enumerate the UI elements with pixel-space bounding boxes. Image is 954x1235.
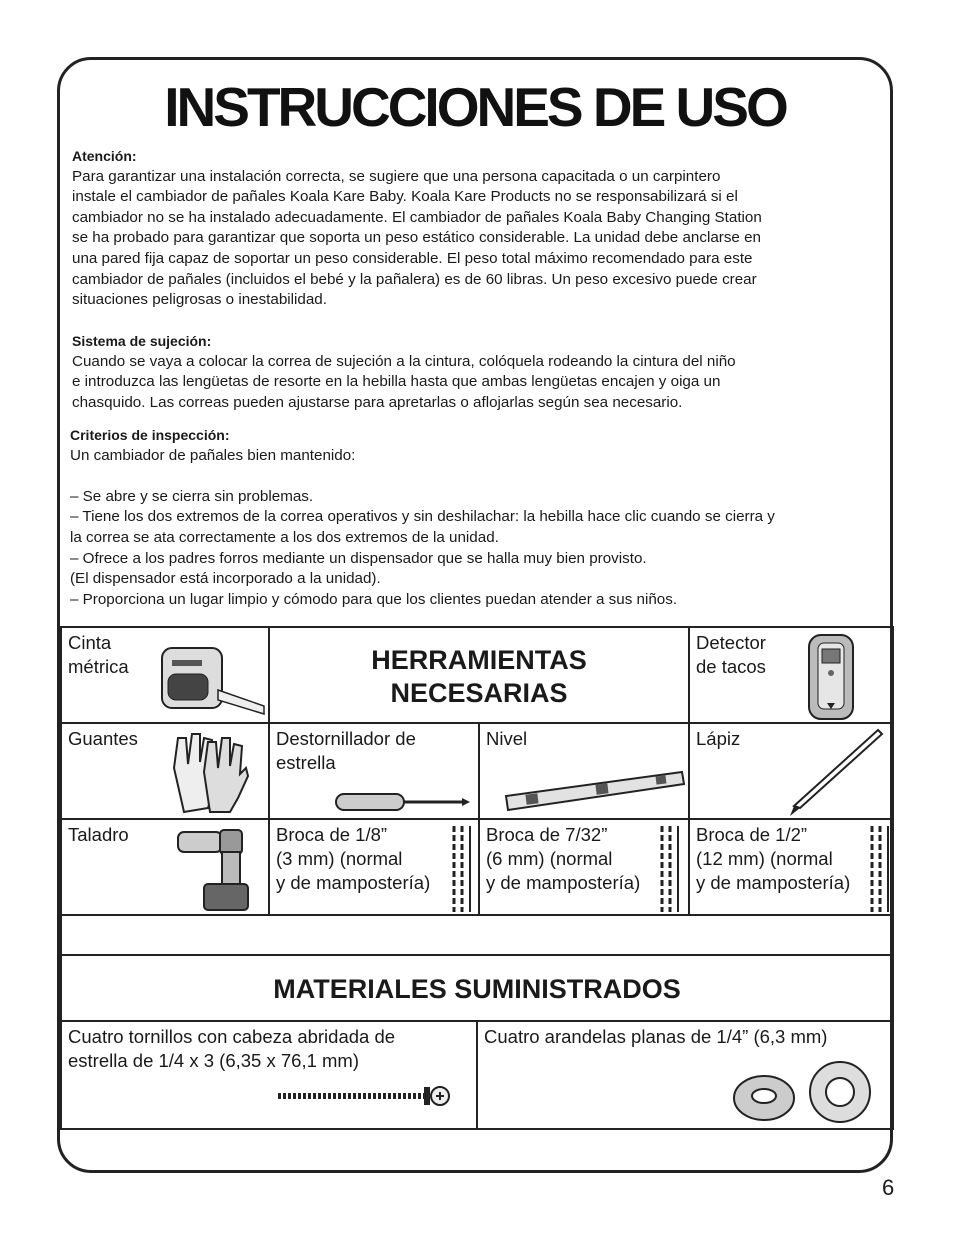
screw-icon [276, 1084, 452, 1108]
tools-heading-cell [268, 626, 690, 724]
materials-heading: MATERIALES SUMINISTRADOS [273, 974, 681, 1004]
washers-icon [730, 1058, 874, 1126]
restraint-line: chasquido. Las correas pueden ajustarse para apretarlas o aflojarlas según sea necesario. [72, 393, 683, 411]
inspection-heading: Criterios de inspección: [70, 427, 230, 443]
attention-line: se ha probado para garantizar que soporta un peso estático considerable. La unidad debe anclarse en [72, 229, 761, 247]
screws-label-1: Cuatro tornillos con cabeza abridada de [68, 1026, 396, 1047]
spacer-row [60, 914, 894, 956]
tape-measure-label-1: Cinta [68, 632, 112, 653]
tools-heading-2: NECESARIAS [390, 678, 568, 708]
level-icon [502, 766, 688, 814]
drill-bit-3-label-3: y de mampostería) [696, 872, 851, 893]
restraint-line: Cuando se vaya a colocar la correa de sujeción a la cintura, colóquela rodeando la cintura del niño [72, 352, 736, 370]
inspection-line: – Se abre y se cierra sin problemas. [70, 487, 314, 505]
drill-bit-3-label-1: Broca de 1/2” [696, 824, 808, 845]
drill-bits-icon [866, 824, 894, 916]
restraint-line: e introduzca las lengüetas de resorte en la hebilla hasta que ambas lengüetas encajen y oiga un [72, 373, 721, 391]
drill-bit-2-label-1: Broca de 7/32” [486, 824, 608, 845]
attention-line: una pared fija capaz de soportar un peso considerable. El peso total máximo recomendado para este [72, 249, 753, 267]
inspection-line [70, 466, 885, 487]
drill-bits-icon [448, 824, 476, 916]
drill-bit-1-label-1: Broca de 1/8” [276, 824, 388, 845]
gloves-icon [164, 728, 250, 816]
inspection-line: Un cambiador de pañales bien mantenido: [70, 446, 356, 464]
screws-cell [60, 1020, 478, 1130]
drill-bit-1-label-2: (3 mm) (normal [276, 848, 403, 869]
inspection-section [70, 425, 885, 610]
drill-bit-3-cell [688, 818, 894, 916]
restraint-section [72, 331, 882, 413]
washers-label: Cuatro arandelas planas de 1/4” (6,3 mm) [484, 1026, 828, 1047]
attention-section [72, 146, 882, 311]
stud-detector-icon [806, 633, 856, 721]
tape-measure-label-2: métrica [68, 656, 129, 677]
pencil-icon [788, 728, 884, 818]
gloves-label: Guantes [68, 728, 138, 749]
inspection-line: la correa se ata correctamente a los dos extremos de la unidad. [70, 528, 499, 546]
level-label: Nivel [486, 728, 528, 749]
inspection-line: (El dispensador está incorporado a la unidad). [70, 570, 381, 588]
attention-line: cambiador no se ha instalado adecuadamente. El cambiador de pañales Koala Baby Changing Station [72, 208, 762, 226]
stud-detector-cell [688, 626, 894, 724]
stud-detector-label-2: de tacos [696, 656, 766, 677]
page-number: 6 [882, 1175, 895, 1200]
screwdriver-label-1: Destornillador de [276, 728, 416, 749]
pencil-label: Lápiz [696, 728, 741, 749]
drill-bit-3-label-2: (12 mm) (normal [696, 848, 833, 869]
drill-bit-1-label-3: y de mampostería) [276, 872, 431, 893]
inspection-line: – Ofrece a los padres forros mediante un dispensador que se halla muy bien provisto. [70, 549, 647, 567]
drill-bit-2-label-3: y de mampostería) [486, 872, 641, 893]
screws-label-2: estrella de 1/4 x 3 (6,35 x 76,1 mm) [68, 1050, 359, 1071]
stud-detector-label-1: Detector [696, 632, 766, 653]
attention-line: Para garantizar una instalación correcta, se sugiere que una persona capacitada o un carpintero [72, 167, 721, 185]
page-title: INSTRUCCIONES DE USO [164, 76, 786, 138]
tools-heading-1: HERRAMIENTAS [371, 645, 587, 675]
attention-line: cambiador de pañales (incluidos el bebé y la pañalera) es de 60 libras. Un peso excesivo puede crear [72, 270, 757, 288]
inspection-line: – Proporciona un lugar limpio y cómodo para que los clientes puedan atender a sus niños. [70, 590, 678, 608]
attention-line: instale el cambiador de pañales Koala Kare Baby. Koala Kare Products no se responsabilizará si el [72, 188, 738, 206]
materials-heading-cell [60, 954, 894, 1022]
drill-bits-icon [656, 824, 684, 916]
screwdriver-icon [334, 790, 474, 814]
drill-label: Taladro [68, 824, 129, 845]
drill-icon [176, 826, 252, 914]
drill-bit-2-label-2: (6 mm) (normal [486, 848, 613, 869]
screwdriver-label-2: estrella [276, 752, 336, 773]
attention-line: situaciones peligrosas o inestabilidad. [72, 291, 327, 309]
inspection-line: – Tiene los dos extremos de la correa operativos y sin deshilachar: la hebilla hace clic cuando se cierra y [70, 508, 775, 526]
attention-heading: Atención: [72, 148, 137, 164]
restraint-heading: Sistema de sujeción: [72, 333, 212, 349]
tape-measure-icon [160, 640, 268, 718]
